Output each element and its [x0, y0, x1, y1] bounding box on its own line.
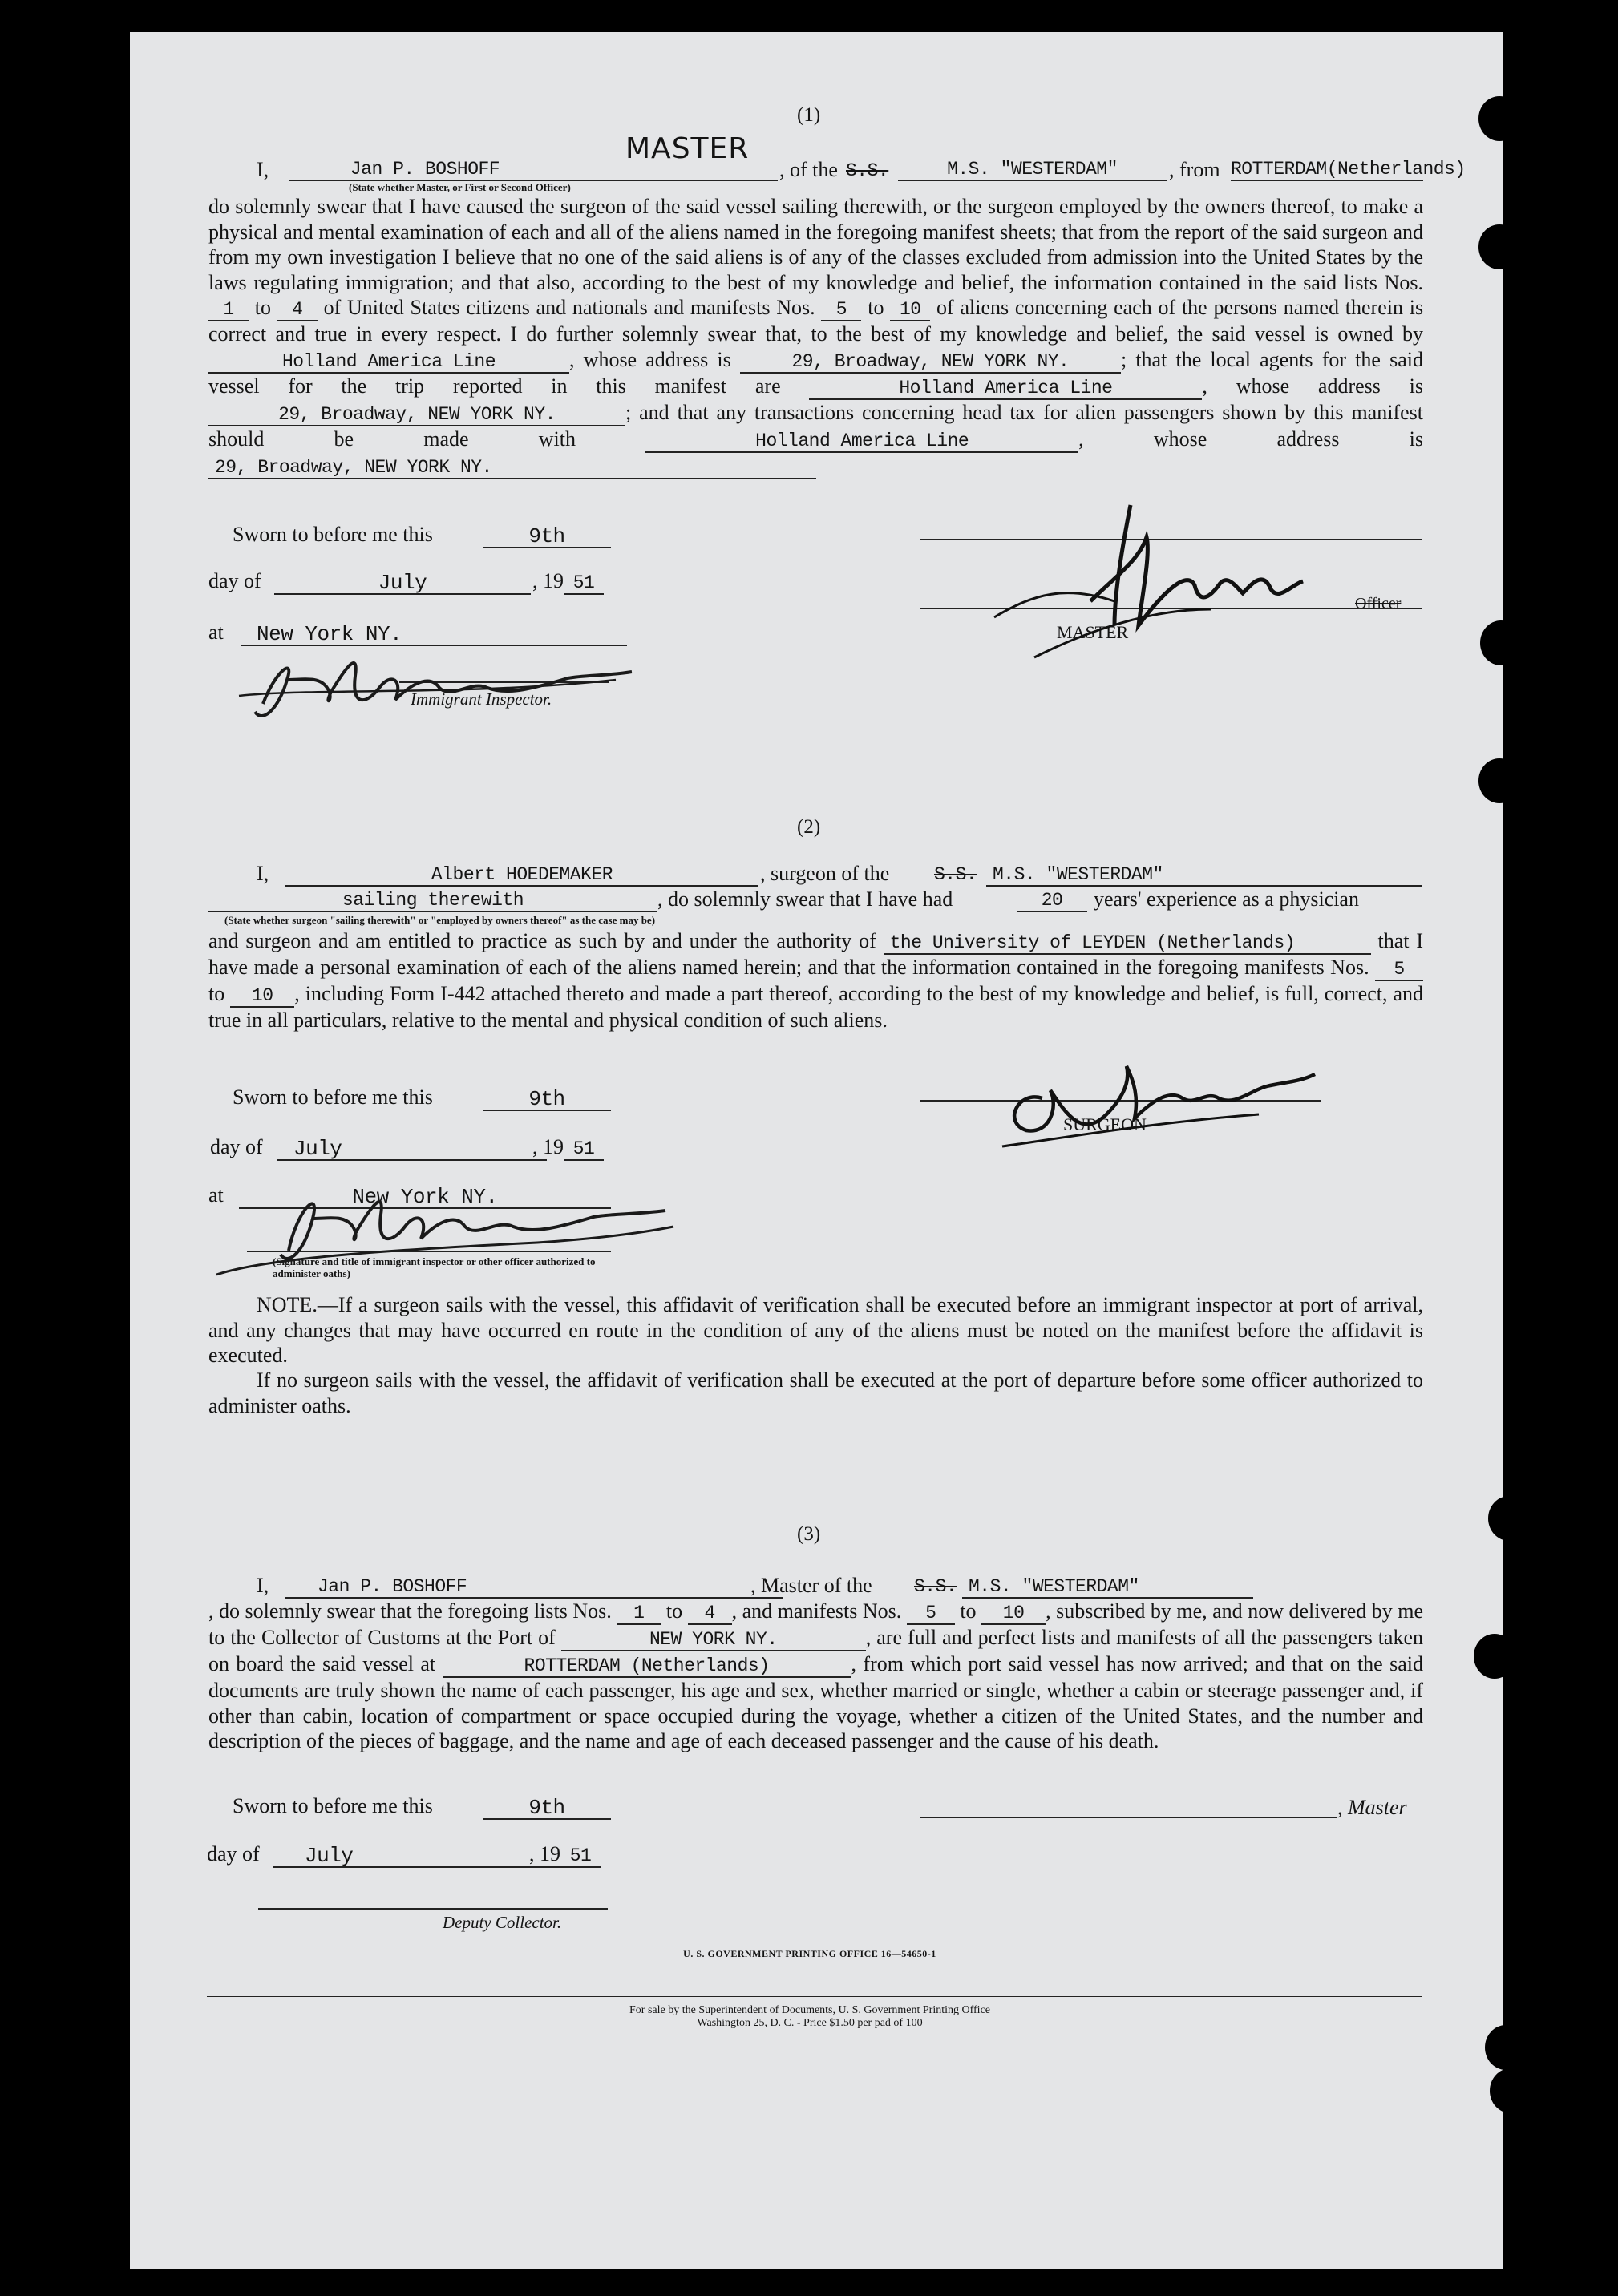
sailing-field: sailing therewith	[208, 890, 657, 912]
officer-signature	[216, 1162, 682, 1283]
of-the-label: , of the	[779, 158, 838, 181]
master-signature	[986, 497, 1323, 681]
inspector-caption: Immigrant Inspector.	[411, 689, 552, 709]
owner-field: Holland America Line	[208, 351, 569, 374]
to-label: to	[868, 296, 884, 319]
master-oath-section	[208, 132, 1466, 479]
oath-text: , do solemnly swear that the foregoing lists Nos.	[208, 1599, 612, 1623]
manifest-to-field: 10	[981, 1603, 1046, 1625]
i-label: I,	[257, 1574, 269, 1597]
owner-address-field: 29, Broadway, NEW YORK NY.	[740, 351, 1121, 374]
port-field: NEW YORK NY.	[561, 1629, 866, 1651]
surgeon-second-line	[208, 887, 1423, 928]
punch-hole	[1474, 1634, 1515, 1679]
oath-text: , whose address is	[1078, 426, 1423, 451]
list-to-field: 4	[277, 299, 318, 321]
surgeon-body	[208, 928, 1423, 1033]
manifest-from-field: 5	[821, 299, 861, 321]
master-oath-body: do solemnly swear that I have caused the surgeon of the said vessel sailing therewith, or the surgeon employed by the owners thereof, to make a physical and mental examination of each and all of the aliens named in the foregoing manifest sheets; that from the report of the said surgeon and from my own investigation I believe that no one of the said aliens is of any of the classes excluded from admission into the United States by the laws regulating immigration; and that also, according to the best of my knowledge and belief, the information contained in the said lists Nos. 1 to 4 of United States citizens and nationals and manifests Nos. 5 to 10 of aliens concerning each of the persons named therein is correct and true in every respect. I do further solemnly swear that, to the best of my knowledge and belief, the said vessel is owned by Holland America Line , whose address is 29, Broadway, NEW YORK NY. ; that the local agents for the said vessel for the trip reported in this manifest are Holland America Line , whose address is 29, Broadway, NEW YORK NY. ; and that any transactions concerning head tax for alien passengers shown by this manifest should be made with Holland America Line , whose address is 29, Broadway, NEW YORK NY.	[208, 195, 1424, 478]
punch-hole	[1485, 2025, 1527, 2070]
section-number: (3)	[797, 1523, 821, 1545]
manifest-from-field: 5	[907, 1603, 955, 1625]
port-from-field: ROTTERDAM(Netherlands)	[1231, 159, 1466, 180]
punch-hole	[1478, 224, 1520, 269]
i-label: I,	[257, 158, 269, 181]
note-paragraph	[208, 1292, 1423, 1368]
head-tax-address-field: 29, Broadway, NEW YORK NY.	[208, 457, 816, 479]
head-tax-field: Holland America Line	[645, 430, 1078, 453]
officer-struck: Officer	[1355, 595, 1402, 612]
oath-text: , from which port said vessel has now arrived; and that on the said documents are truly shown the name of each passenger, his age and sex, whether married or single, whether a cabin or steerage passenger and, if other than cabin, location of compartment or space occupied during the voyage, whether a citizen of the United States, and the number and description of the pieces of baggage, and the name and age of each deceased passenger and the cause of his death.	[208, 1652, 1423, 1752]
sworn-label: Sworn to before me this	[233, 1794, 433, 1817]
oath-text: that I have made a personal examination of each of the aliens named herein; and that the information contained in the foregoing manifests Nos.	[208, 929, 1424, 979]
agents-address-field: 29, Broadway, NEW YORK NY.	[208, 404, 625, 426]
year-field: 51	[564, 572, 604, 595]
officer-caption: (Signature and title of immigrant inspector or other officer authorized to administer oaths)	[273, 1255, 596, 1279]
master-name-field: Jan P. BOSHOFF	[285, 1576, 783, 1599]
to-label: to	[254, 296, 272, 319]
oath-text: of United States citizens and nationals and manifests Nos.	[323, 296, 815, 319]
note-label: NOTE.	[257, 1293, 318, 1316]
sale-notice-line-2: Washington 25, D. C. - Price $1.50 per pad of 100	[697, 2017, 923, 2029]
year-prefix: , 19	[532, 569, 564, 592]
from-label: , from	[1169, 158, 1220, 181]
place-field: New York NY.	[239, 1186, 611, 1209]
year-field: 51	[564, 1138, 604, 1161]
oath-text: of aliens concerning each of the persons named therein is correct and true in every respect. I do further solemnly swear that, to the best of my knowledge and belief, the said vessel is owned by	[208, 296, 1424, 346]
surgeon-signature	[994, 1042, 1347, 1162]
list-from-field: 1	[617, 1603, 661, 1625]
oath-text: , and manifests Nos.	[731, 1599, 902, 1623]
manifest-oath-first-line	[208, 1573, 1423, 1599]
master-signature-line	[920, 1817, 1337, 1818]
punch-hole	[1478, 96, 1520, 141]
punch-hole	[1478, 758, 1520, 803]
oath-text: ; that the local agents for the said vessel for the trip reported in this manifest are	[208, 347, 1423, 398]
at-label: at	[208, 620, 224, 644]
surgeon-name-field: Albert HOEDEMAKER	[285, 864, 758, 887]
agents-field: Holland America Line	[809, 378, 1202, 400]
rank-hint: (State whether Master, or First or Second Officer)	[349, 181, 571, 193]
vessel-field: M.S. "WESTERDAM"	[898, 159, 1167, 181]
master-of-the-label: , Master of the	[750, 1574, 872, 1597]
sworn-day-field: 9th	[483, 1089, 611, 1111]
surgeon-of-the-label: , surgeon of the	[760, 862, 890, 885]
inspector-signature	[231, 632, 648, 736]
authority-field: the University of LEYDEN (Netherlands)	[884, 932, 1371, 955]
years-field: 20	[1017, 890, 1087, 912]
gpo-imprint: U. S. GOVERNMENT PRINTING OFFICE 16—54650-1	[683, 1948, 936, 1959]
oath-text: ; and that any transactions concerning head tax for alien passengers shown by this manifest should be made with	[208, 400, 1423, 451]
oath-text: years' experience as a physician	[1094, 887, 1359, 911]
oath-text: and surgeon and am entitled to practice as such by and under the authority of	[208, 929, 876, 952]
oath-text: , do solemnly swear that I have had	[657, 887, 953, 911]
month-field: July	[273, 1845, 563, 1868]
year-field: 51	[560, 1845, 601, 1868]
year-label	[532, 1135, 604, 1161]
vessel-field: M.S. "WESTERDAM"	[986, 864, 1422, 887]
section-number: (1)	[797, 104, 821, 126]
i-label: I,	[257, 862, 269, 885]
oath-text: , subscribed by me, and now delivered by me to the Collector of Customs at the Port of	[208, 1599, 1424, 1649]
punch-hole	[1488, 1496, 1530, 1541]
footer-rule	[207, 1996, 1422, 1997]
collector-caption: Deputy Collector.	[443, 1913, 562, 1932]
ss-struck: S.S.	[934, 864, 977, 885]
sworn-label: Sworn to before me this	[233, 523, 433, 546]
day-of-label: day of	[208, 569, 261, 592]
master-label: , Master	[1337, 1796, 1407, 1819]
surgeon-caption: SURGEON	[1063, 1114, 1147, 1134]
sworn-label: Sworn to before me this	[233, 1085, 433, 1109]
ss-struck: S.S.	[914, 1576, 957, 1597]
master-oath-first-line	[208, 132, 1466, 194]
oath-text: , are full and perfect lists and manifests of all the passengers taken on board the said vessel at	[208, 1626, 1424, 1676]
list-from-field: 1	[208, 299, 249, 321]
ss-struck: S.S.	[846, 160, 889, 181]
month-field: July	[277, 1138, 547, 1161]
master-caption: MASTER	[1057, 622, 1129, 642]
section-number: (2)	[797, 816, 821, 838]
oath-text: do solemnly swear that I have caused the surgeon of the said vessel sailing therewith, or the surgeon employed by the owners thereof, to make a physical and mental examination of each and all of the aliens named in the foregoing manifest sheets; that from the report of the said surgeon and from my own investigation I believe that no one of the said aliens is of any of the classes excluded from admission into the United States by the laws regulating immigration; and that also, according to the best of my knowledge and belief, the information contained in the said lists Nos.	[208, 195, 1423, 294]
manifest-to-field: 10	[890, 299, 930, 321]
year-label	[532, 569, 604, 595]
sailing-hint: (State whether surgeon "sailing therewith" or "employed by owners thereof" as the case may be)	[224, 914, 656, 926]
master-name-field: Jan P. BOSHOFF	[289, 159, 561, 181]
manifest-from-field: 5	[1375, 959, 1423, 981]
month-field: July	[274, 572, 531, 595]
surgeon-oath-section	[208, 861, 1423, 1033]
day-of-label: day of	[207, 1842, 260, 1866]
manifest-oath-section	[208, 1573, 1423, 1754]
oath-text: , whose address is	[569, 347, 731, 371]
rank-field: MASTER	[625, 132, 750, 165]
rank-underline	[561, 159, 778, 181]
oath-text: whose address is	[1236, 374, 1423, 398]
place-field: New York NY.	[241, 624, 627, 646]
manifest-oath-body	[208, 1599, 1423, 1754]
year-prefix: , 19	[532, 1135, 564, 1158]
year-prefix: , 19	[529, 1842, 560, 1866]
punch-hole	[1504, 523, 1546, 568]
vessel-field: M.S. "WESTERDAM"	[962, 1576, 1253, 1599]
day-of-label: day of	[210, 1135, 263, 1158]
sworn-day-field: 9th	[483, 526, 611, 548]
year-label	[529, 1842, 601, 1868]
at-label: at	[208, 1183, 224, 1207]
sale-notice-line-1: For sale by the Superintendent of Documents, U. S. Government Printing Office	[629, 2004, 990, 2016]
manifest-to-field: 10	[230, 985, 294, 1008]
oath-text: , including Form I-442 attached thereto and made a part thereof, according to the best of my knowledge and belief, is full, correct, and true in all particulars, relative to the mental and physical condition of such aliens.	[208, 982, 1423, 1032]
to-label: to	[665, 1599, 683, 1623]
sworn-day-field: 9th	[483, 1797, 611, 1820]
surgeon-first-line	[208, 861, 1423, 887]
port-from-field: ROTTERDAM (Netherlands)	[443, 1655, 851, 1678]
punch-hole	[1480, 620, 1522, 665]
to-label: to	[960, 1599, 977, 1623]
note-text: If no surgeon sails with the vessel, the affidavit of verification shall be executed at the port of departure before some officer authorized to administer oaths.	[208, 1368, 1423, 1417]
punch-hole	[1490, 2068, 1531, 2113]
note-text: —If a surgeon sails with the vessel, this affidavit of verification shall be executed before an immigrant inspector at port of arrival, and any changes that may have occurred en route in the condition of any of the aliens must be noted on the manifest before the affidavit is executed.	[208, 1293, 1423, 1367]
note-paragraph-2	[208, 1368, 1423, 1418]
to-label: to	[208, 982, 225, 1005]
collector-signature-line	[258, 1908, 608, 1910]
list-to-field: 4	[688, 1603, 732, 1625]
